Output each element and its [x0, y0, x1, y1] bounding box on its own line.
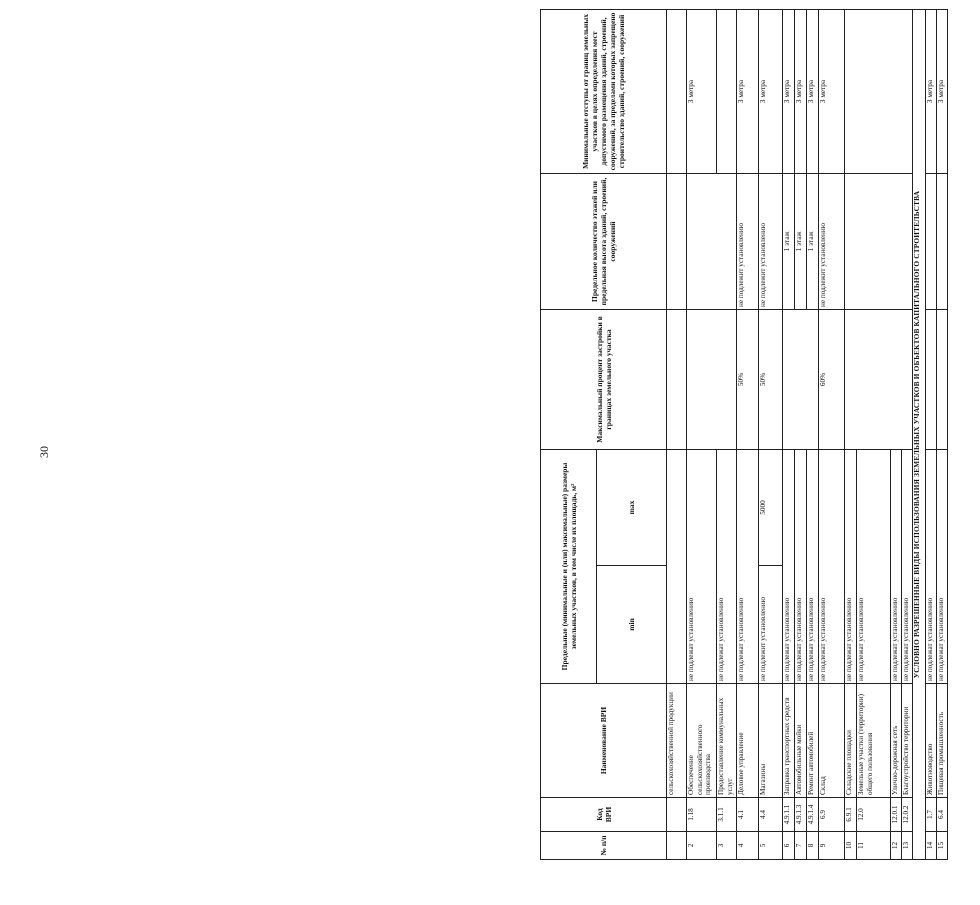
cell-num: 9	[819, 832, 845, 860]
cell-floors: 1 этаж	[783, 173, 795, 309]
cell-code: 12.0.2	[902, 798, 913, 832]
cell-num: 3	[717, 832, 737, 860]
cell-percent	[687, 309, 737, 449]
cell-code: 4.1	[737, 798, 759, 832]
cell-percent	[926, 309, 937, 449]
cell-setback	[717, 9, 737, 173]
header-area-max: max	[597, 449, 667, 565]
cell-code: 4.9.1.1	[783, 798, 795, 832]
table-row	[759, 9, 783, 859]
cell-name: Предоставление коммунальных услуг	[717, 684, 737, 798]
cell-percent: 60%	[819, 309, 845, 449]
cell-percent	[667, 309, 687, 449]
cell-setback: 3 метра	[937, 9, 948, 173]
cell-code: 12.0	[857, 798, 891, 832]
cell-name: Заправка транспортных средств	[783, 684, 795, 798]
header-floors: Предельное количество этажей или предельная высота зданий, строений, сооружений	[541, 173, 667, 309]
cell-setback: 3 метра	[687, 9, 717, 173]
cell-name: Ремонт автомобилей	[807, 684, 819, 798]
cell-name: Обеспечение сельскохозяйственного производства	[687, 684, 717, 798]
cell-num: 8	[807, 832, 819, 860]
cell-name: Улично-дорожная сеть	[891, 684, 902, 798]
cell-setback: 3 метра	[795, 9, 807, 173]
cell-num: 5	[759, 832, 783, 860]
cell-floors: не подлежит установлению	[819, 173, 845, 309]
cell-setback	[667, 9, 687, 173]
cell-name: Благоустройство территории	[902, 684, 913, 798]
cell-floors	[667, 173, 687, 309]
cell-code: 4.4	[759, 798, 783, 832]
cell-area: не подлежат установлению	[819, 449, 845, 683]
cell-setback: 3 метра	[819, 9, 845, 173]
cell-name: Склад	[819, 684, 845, 798]
cell-num: 6	[783, 832, 795, 860]
table-row	[819, 9, 845, 859]
cell-area: не подлежат установлению	[687, 449, 717, 683]
cell-area: не подлежат установлению	[807, 449, 819, 683]
cell-num: 2	[687, 832, 717, 860]
cell-num: 10	[845, 832, 857, 860]
cell-percent: 50%	[737, 309, 759, 449]
cell-num: 14	[926, 832, 937, 860]
cell-area: не подлежат установлению	[795, 449, 807, 683]
cell-setback: 3 метра	[783, 9, 795, 173]
cell-area-min: не подлежит установлению	[759, 566, 783, 684]
cell-floors	[937, 173, 948, 309]
cell-percent: 50%	[759, 309, 783, 449]
cell-floors: не подлежит установлению	[759, 173, 783, 309]
cell-name: Магазины	[759, 684, 783, 798]
table-row	[667, 9, 687, 859]
cell-floors	[845, 173, 913, 309]
cell-name: Пищевая промышленность	[937, 684, 948, 798]
cell-name: Складские площадки	[845, 684, 857, 798]
cell-code: 4.9.1.4	[807, 798, 819, 832]
header-name: Наименование ВРИ	[541, 684, 667, 798]
cell-setback	[845, 9, 913, 173]
cell-floors	[687, 173, 737, 309]
header-area-min: min	[597, 566, 667, 684]
cell-area: не подлежат установлению	[783, 449, 795, 683]
cell-setback: 3 метра	[807, 9, 819, 173]
cell-area: не подлежат установлению	[891, 449, 902, 683]
cell-floors: не подлежит установлению	[737, 173, 759, 309]
cell-setback: 3 метра	[737, 9, 759, 173]
table-row	[845, 9, 857, 859]
cell-code: 4.9.1.3	[795, 798, 807, 832]
cell-area: не подлежат установлению	[737, 449, 759, 683]
cell-code: 6.4	[937, 798, 948, 832]
cell-code: 12.0.1	[891, 798, 902, 832]
cell-name: Деловое управление	[737, 684, 759, 798]
cell-code: 3.1.1	[717, 798, 737, 832]
cell-percent	[783, 309, 819, 449]
header-area-group: Предельные (минимальные и (или) максимальные) размеры земельных участков, в том числе их площадь, м²	[541, 449, 597, 683]
table-row	[783, 9, 795, 859]
cell-floors: 1 этаж	[795, 173, 807, 309]
cell-area: не подлежат установлению	[902, 449, 913, 683]
table-row	[737, 9, 759, 859]
cell-area: не подлежат установлению	[717, 449, 737, 683]
cell-name: Автомобильные мойки	[795, 684, 807, 798]
header-num: № п/п	[541, 832, 667, 860]
land-use-regulations-table	[540, 9, 948, 860]
header-max-percent: Максимальный процент застройки в границах земельного участка	[541, 309, 667, 449]
section-title: УСЛОВНО РАЗРЕШЕННЫЕ ВИДЫ ИСПОЛЬЗОВАНИЯ ЗЕМЕЛЬНЫХ УЧАСТКОВ И ОБЪЕКТОВ КАПИТАЛЬНОГО СТРОИТЕЛЬСТВА	[913, 9, 926, 859]
cell-num: 7	[795, 832, 807, 860]
cell-code	[667, 798, 687, 832]
cell-name: Животноводство	[926, 684, 937, 798]
table-row	[937, 9, 948, 859]
cell-area: не подлежат установлению	[857, 449, 891, 683]
table-row	[687, 9, 717, 859]
cell-floors: 1 этаж	[807, 173, 819, 309]
cell-name: Земельные участки (территории) общего пользования	[857, 684, 891, 798]
cell-num: 4	[737, 832, 759, 860]
cell-code: 1.7	[926, 798, 937, 832]
cell-area: не подлежат установлению	[926, 449, 937, 683]
cell-setback: 3 метра	[759, 9, 783, 173]
cell-num: 12	[891, 832, 902, 860]
cell-code: 6.9.1	[845, 798, 857, 832]
cell-num	[667, 832, 687, 860]
header-setbacks: Минимальные отступы от границ земельных участков в целях определения мест допустимого размещения зданий, строений, сооружений, за пределами которых запрещено строительство зданий, строений, сооружений	[541, 9, 667, 173]
header-code: Код ВРИ	[541, 798, 667, 832]
cell-num: 15	[937, 832, 948, 860]
cell-area: не подлежат установлению	[845, 449, 857, 683]
cell-area	[667, 449, 687, 683]
cell-code: 6.9	[819, 798, 845, 832]
page-number: 30	[37, 446, 51, 458]
rotated-table-wrapper	[540, 10, 980, 860]
cell-area: не подлежат установлению	[937, 449, 948, 683]
section-row	[913, 9, 926, 859]
cell-setback: 3 метра	[926, 9, 937, 173]
cell-name: сельскохозяйственной продукции	[667, 684, 687, 798]
cell-code: 1.18	[687, 798, 717, 832]
cell-num: 11	[857, 832, 891, 860]
table-row	[926, 9, 937, 859]
cell-percent	[845, 309, 913, 449]
cell-floors	[926, 173, 937, 309]
cell-percent	[937, 309, 948, 449]
cell-num: 13	[902, 832, 913, 860]
cell-area-max: 5000	[759, 449, 783, 565]
